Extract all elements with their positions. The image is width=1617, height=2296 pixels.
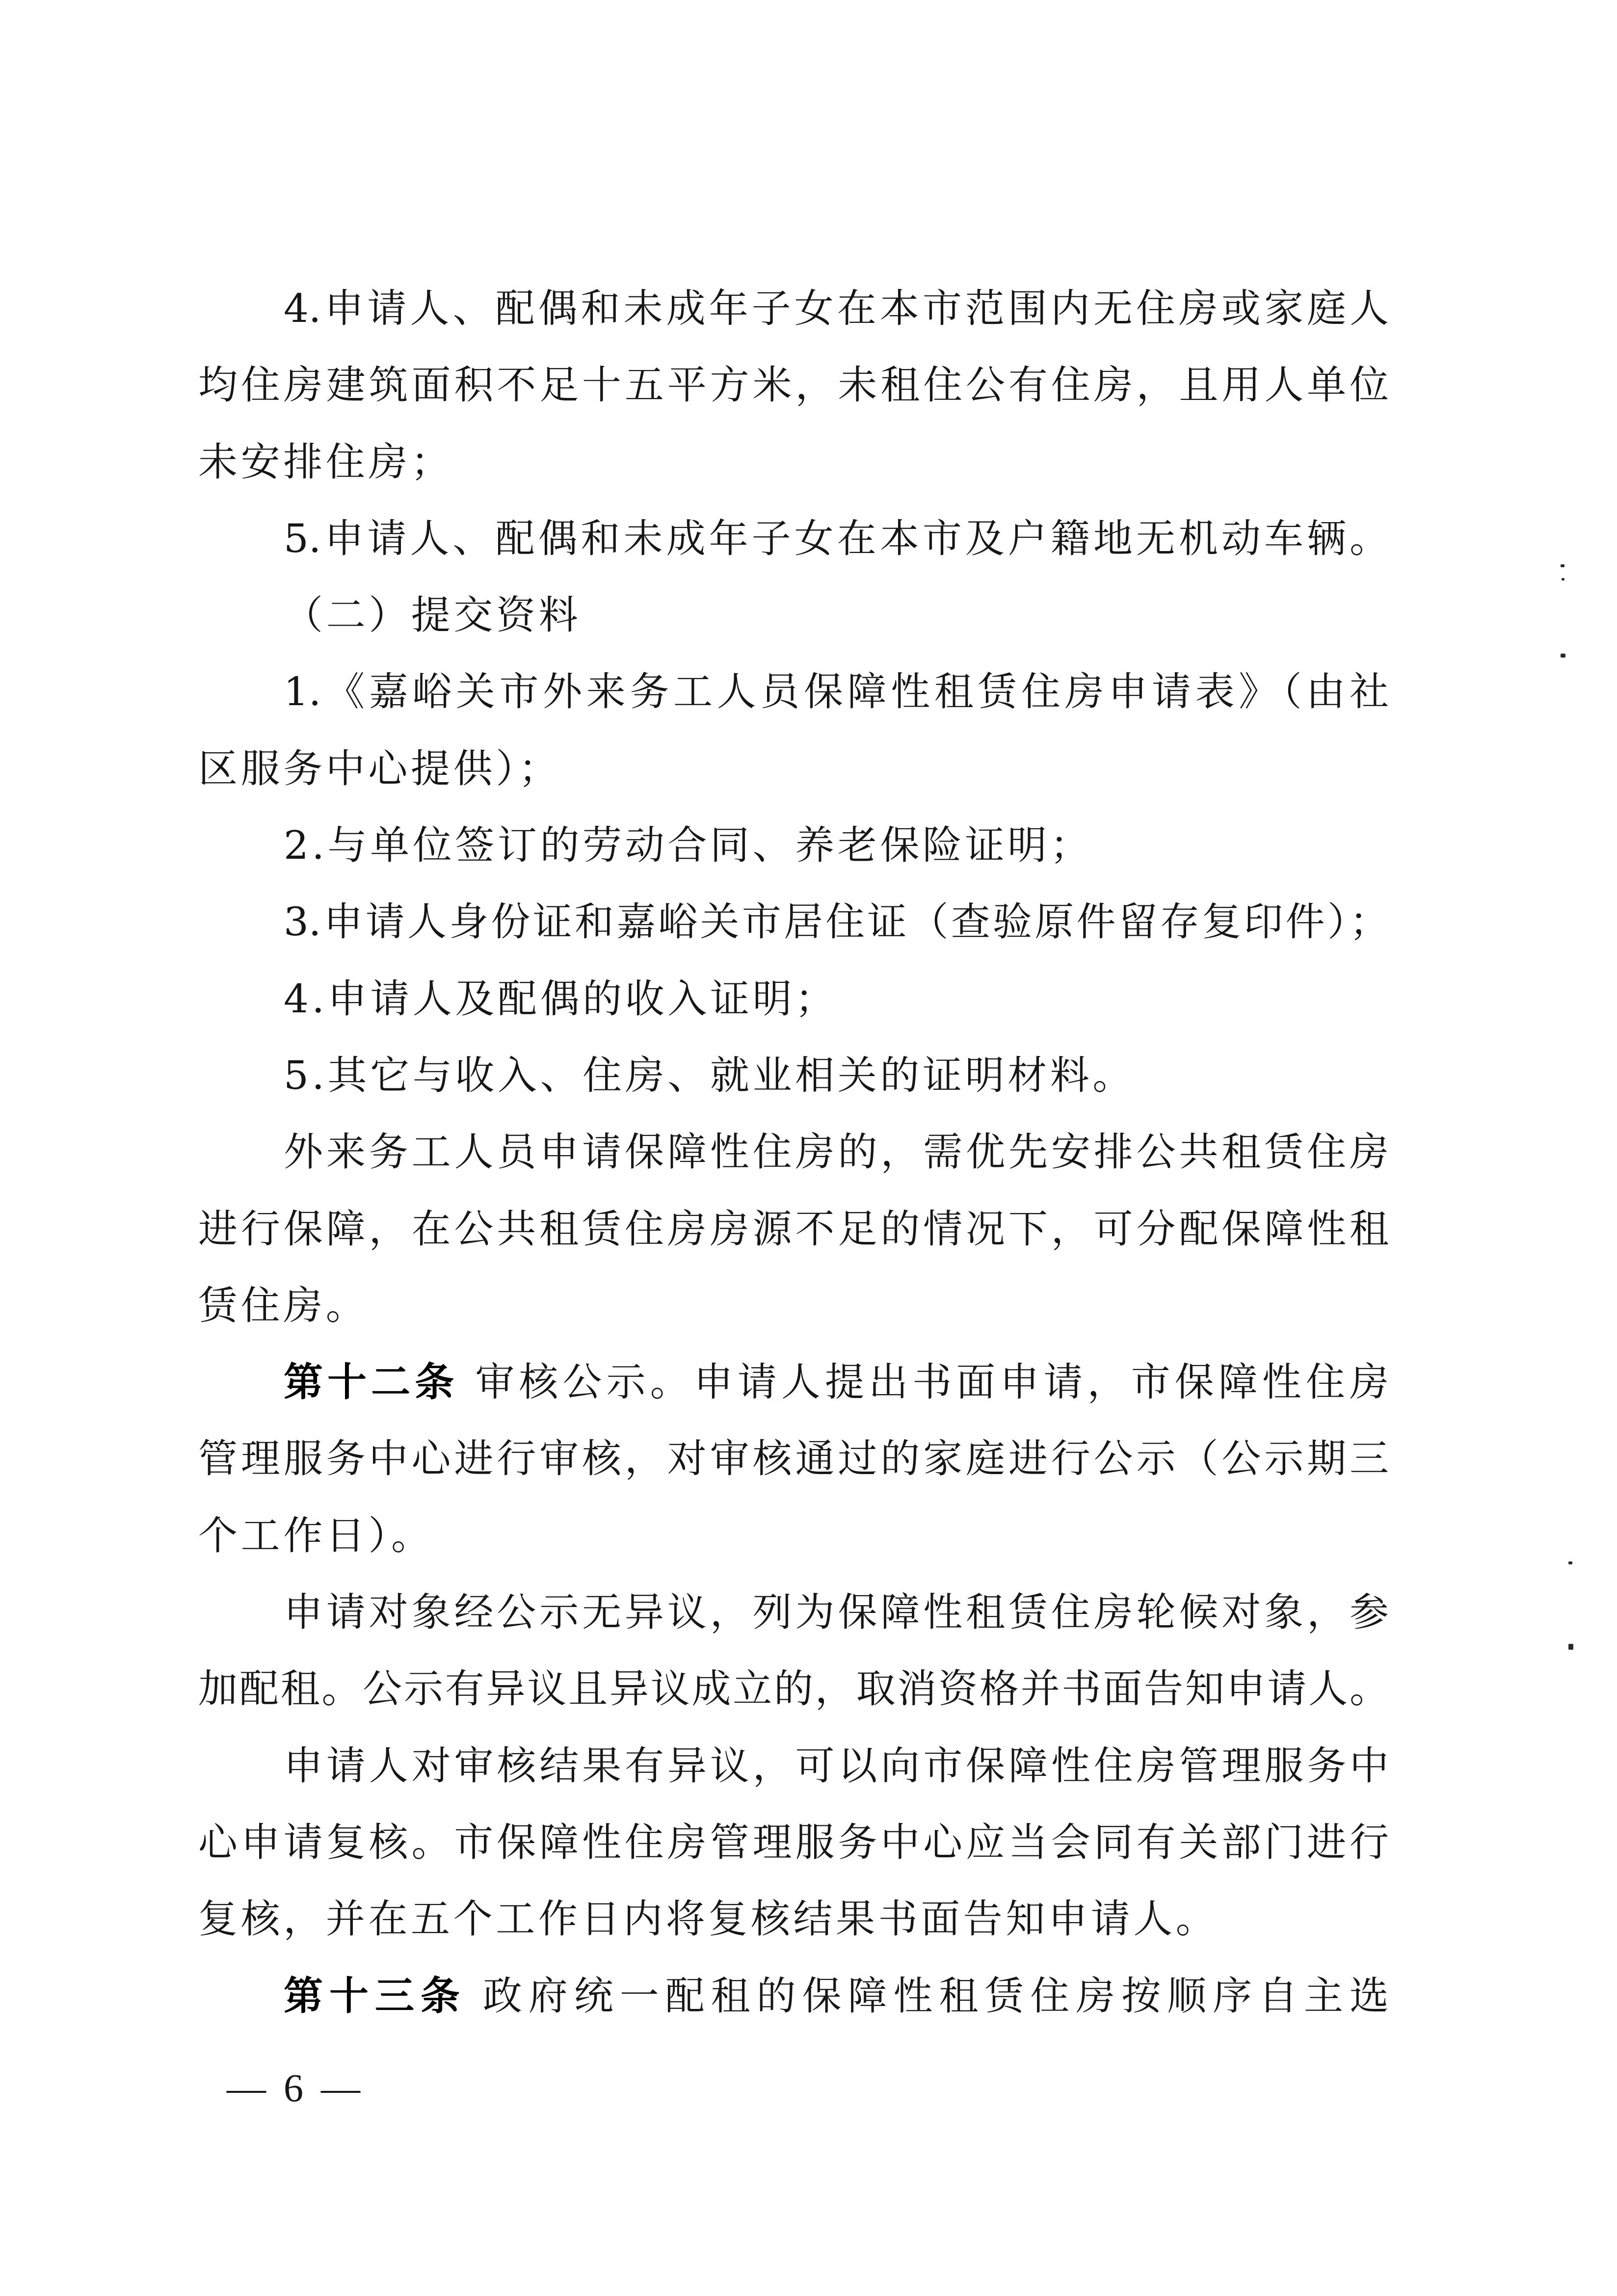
scan-speck <box>1561 654 1565 658</box>
text-line: 赁住房。 <box>198 1282 369 1328</box>
text-line: 申请对象经公示无异议，列为保障性租赁住房轮候对象，参 <box>284 1589 1389 1636</box>
document-body <box>198 270 1389 2034</box>
page-number: — 6 — <box>227 2067 364 2110</box>
text-line: 管理服务中心进行审核，对审核通过的家庭进行公示（公示期三 <box>198 1436 1389 1482</box>
text-line: 复核，并在五个工作日内将复核结果书面告知申请人。 <box>198 1896 1219 1942</box>
scan-speck <box>1561 564 1564 567</box>
text-line: 申请人对审核结果有异议，可以向市保障性住房管理服务中 <box>284 1742 1389 1789</box>
text-line: 外来务工人员申请保障性住房的，需优先安排公共租赁住房 <box>284 1129 1389 1175</box>
text-line: 未安排住房； <box>198 439 453 485</box>
scan-speck <box>1568 1561 1572 1564</box>
text-line: 5.其它与收入、住房、就业相关的证明材料。 <box>284 1052 1135 1098</box>
scan-speck <box>1568 1644 1573 1650</box>
article-first-line <box>198 1958 1389 2034</box>
article-text: 政府统一配租的保障性租赁住房按顺序自主选 <box>482 1973 1389 2019</box>
text-line: 进行保障，在公共租赁住房房源不足的情况下，可分配保障性租 <box>198 1206 1389 1252</box>
text-line: 1.《嘉峪关市外来务工人员保障性租赁住房申请表》（由社 <box>284 669 1389 715</box>
text-line: 区服务中心提供）； <box>198 745 561 792</box>
text-line: 4.申请人、配偶和未成年子女在本市范围内无住房或家庭人 <box>284 286 1389 331</box>
text-line: 均住房建筑面积不足十五平方米，未租住公有住房，且用人单位 <box>198 362 1389 408</box>
text-line: 个工作日）。 <box>198 1512 434 1558</box>
text-line: 加配租。公示有异议且异议成立的，取消资格并书面告知申请人。 <box>198 1666 1389 1712</box>
text-line: 3.申请人身份证和嘉峪关市居住证（查验原件留存复印件）； <box>284 899 1389 945</box>
article-text: 审核公示。申请人提出书面申请，市保障性住房 <box>475 1359 1389 1405</box>
article-label: 第十二条 <box>284 1359 459 1405</box>
text-line: 4.申请人及配偶的收入证明； <box>284 976 838 1022</box>
text-line: 心申请复核。市保障性住房管理服务中心应当会同有关部门进行 <box>198 1819 1389 1865</box>
text-line: 5.申请人、配偶和未成年子女在本市及户籍地无机动车辆。 <box>284 515 1389 561</box>
text-line: 2.与单位签订的劳动合同、养老保险证明； <box>284 822 1093 869</box>
article-first-line <box>198 1344 1389 1421</box>
article-label: 第十三条 <box>284 1973 466 2019</box>
section-heading: （二）提交资料 <box>284 592 582 638</box>
scan-speck <box>1562 578 1564 581</box>
